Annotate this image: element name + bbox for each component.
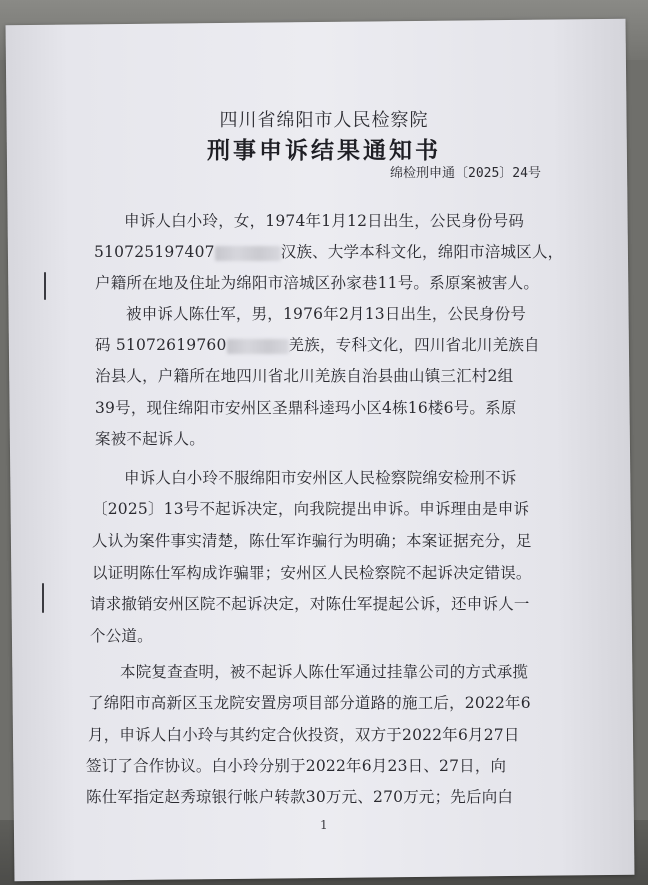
redacted-id-prefix: 码 51072619760 [95,336,227,354]
redacted-blur [215,246,281,261]
text-line: 陈仕军指定赵秀琼银行帐户转款30万元、270万元；先后向白 [86,788,514,806]
text-line: 月，申诉人白小玲与其约定合伙投资，双方于2022年6月27日 [88,726,520,744]
issuing-organization: 四川省绵阳市人民检察院 [219,110,429,131]
text-segment: 羌族，专科文化，四川省北川羌族自 [288,336,540,354]
text-line [94,240,563,262]
text-line: 个公道。 [90,627,153,645]
text-line: 申诉人白小玲不服绵阳市安州区人民检察院绵安检刑不诉 [124,469,517,487]
text-line: 本院复查查明，被不起诉人陈仕军通过挂靠公司的方式承揽 [120,663,529,681]
redacted-id-prefix: 510725197407 [94,243,215,261]
text-line: 〔2025〕13号不起诉决定，向我院提出申诉。申诉理由是申诉 [92,500,530,518]
binding-mark-top [44,272,46,300]
text-line: 人认为案件事实清楚，陈仕军诈骗行为明确；本案证据充分，足 [92,532,532,550]
text-line: 了绵阳市高新区玉龙院安置房项目部分道路的施工后，2022年6 [88,694,531,712]
text-line: 请求撤销安州区院不起诉决定，对陈仕军提起公诉，还申诉人一 [90,595,530,613]
text-line: 申诉人白小玲，女，1974年1月12日出生，公民身份号码 [124,212,525,230]
text-line: 案被不起诉人。 [95,430,205,448]
text-line: 以证明陈仕军构成诈骗罪；安州区人民检察院不起诉决定错误。 [92,564,532,582]
text-line: 39号，现住绵阳市安州区圣鼎科逵玛小区4栋16楼6号。系原 [95,399,517,417]
page-number: 1 [320,818,328,832]
text-line: 户籍所在地及住址为绵阳市涪城区孙家巷11号。系原案被害人。 [95,274,540,292]
text-line: 签订了合作协议。白小玲分别于2022年6月23日、27日，向 [86,757,507,775]
document-number: 绵检刑申通〔2025〕24号 [390,166,541,181]
text-segment: 汉族、大学本科文化，绵阳市涪城区人， [280,243,564,261]
binding-mark-bottom [42,583,44,613]
text-line: 治县人，户籍所在地四川省北川羌族自治县曲山镇三汇村2组 [95,367,514,385]
redacted-blur [227,339,289,354]
document-title: 刑事申诉结果通知书 [207,137,441,164]
text-line: 被申诉人陈仕军，男，1976年2月13日出生，公民身份号 [126,305,527,323]
text-line [95,333,540,355]
